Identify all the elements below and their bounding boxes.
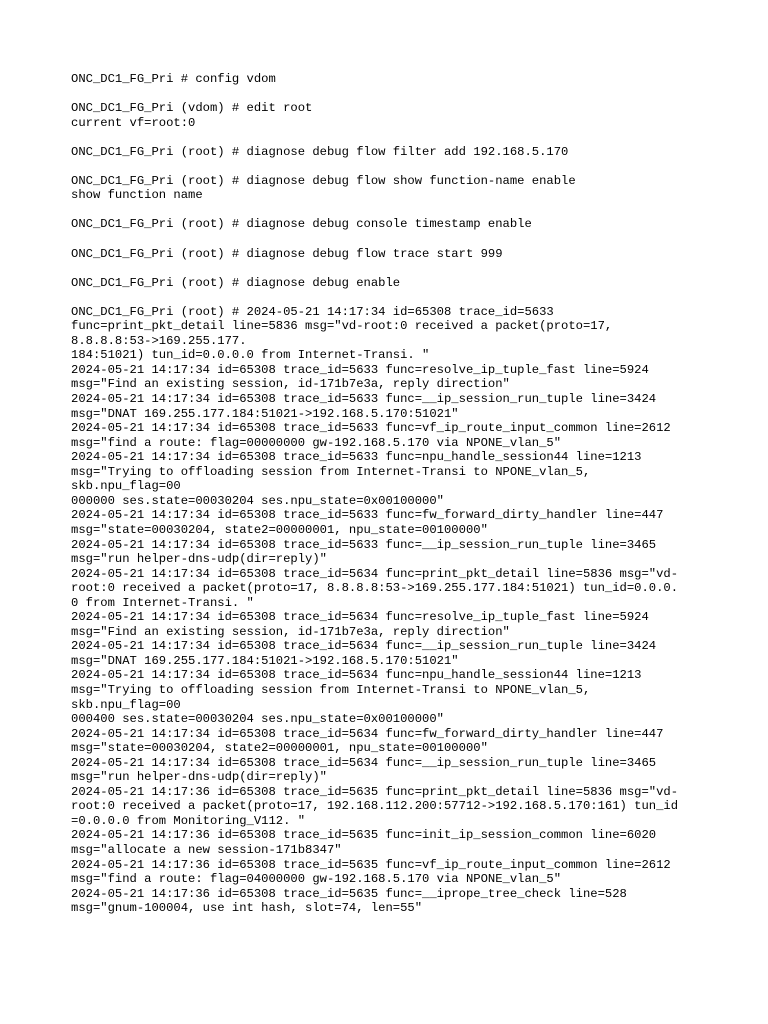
log-line: func=print_pkt_detail line=5836 msg="vd-root:0 received a packet(proto=17, <box>71 319 613 334</box>
log-line: ONC_DC1_FG_Pri (root) # 2024-05-21 14:17:34 id=65308 trace_id=5633 <box>71 304 554 319</box>
log-line <box>71 290 711 305</box>
log-line: ONC_DC1_FG_Pri (root) # diagnose debug enable <box>71 275 401 290</box>
log-line: 2024-05-21 14:17:34 id=65308 trace_id=5633 func=__ip_session_run_tuple line=3424 <box>71 392 657 407</box>
log-line: msg="allocate a new session-171b8347" <box>71 842 342 857</box>
log-line: 2024-05-21 14:17:36 id=65308 trace_id=5635 func=init_ip_session_common line=6020 <box>71 828 657 843</box>
log-line: 2024-05-21 14:17:34 id=65308 trace_id=5634 func=print_pkt_detail line=5836 msg="vd- <box>71 566 679 581</box>
log-line: ONC_DC1_FG_Pri (root) # diagnose debug console timestamp enable <box>71 217 532 232</box>
log-line: msg="gnum-100004, use int hash, slot=74, len=55" <box>71 901 423 916</box>
log-line: 2024-05-21 14:17:34 id=65308 trace_id=5633 func=npu_handle_session44 line=1213 <box>71 450 642 465</box>
log-line: =0.0.0.0 from Monitoring_V112. " <box>71 813 306 828</box>
log-line: msg="find a route: flag=04000000 gw-192.168.5.170 via NPONE_vlan_5" <box>71 872 562 887</box>
log-line: msg="Trying to offloading session from Internet-Transi to NPONE_vlan_5, <box>71 464 591 479</box>
log-line: msg="state=00030204, state2=00000001, npu_state=00100000" <box>71 741 488 756</box>
log-line: 8.8.8.8:53->169.255.177. <box>71 333 247 348</box>
log-line: msg="DNAT 169.255.177.184:51021->192.168.5.170:51021" <box>71 653 459 668</box>
log-line: msg="Find an existing session, id-171b7e3a, reply direction" <box>71 377 510 392</box>
log-line: 2024-05-21 14:17:34 id=65308 trace_id=5633 func=fw_forward_dirty_handler line=447 <box>71 508 664 523</box>
log-line: 2024-05-21 14:17:36 id=65308 trace_id=5635 func=__iprope_tree_check line=528 <box>71 886 627 901</box>
log-line: 2024-05-21 14:17:34 id=65308 trace_id=5634 func=resolve_ip_tuple_fast line=5924 <box>71 610 649 625</box>
log-line: 2024-05-21 14:17:34 id=65308 trace_id=5634 func=__ip_session_run_tuple line=3465 <box>71 755 657 770</box>
log-line: skb.npu_flag=00 <box>71 697 181 712</box>
log-line: ONC_DC1_FG_Pri (root) # diagnose debug flow filter add 192.168.5.170 <box>71 144 569 159</box>
log-line: root:0 received a packet(proto=17, 8.8.8.8:53->169.255.177.184:51021) tun_id=0.0.0. <box>71 581 679 596</box>
log-line <box>71 261 711 276</box>
log-line: 184:51021) tun_id=0.0.0.0 from Internet-Transi. " <box>71 348 430 363</box>
log-line: ONC_DC1_FG_Pri # config vdom <box>71 72 276 86</box>
log-line: 2024-05-21 14:17:34 id=65308 trace_id=5634 func=fw_forward_dirty_handler line=447 <box>71 726 664 741</box>
log-line: msg="Trying to offloading session from Internet-Transi to NPONE_vlan_5, <box>71 682 591 697</box>
log-line: msg="Find an existing session, id-171b7e3a, reply direction" <box>71 624 510 639</box>
log-line: 2024-05-21 14:17:34 id=65308 trace_id=5633 func=resolve_ip_tuple_fast line=5924 <box>71 362 649 377</box>
terminal-log-page <box>71 72 711 916</box>
log-line: 000000 ses.state=00030204 ses.npu_state=0x00100000" <box>71 493 444 508</box>
log-line: 2024-05-21 14:17:34 id=65308 trace_id=5634 func=__ip_session_run_tuple line=3424 <box>71 639 657 654</box>
log-line: 2024-05-21 14:17:34 id=65308 trace_id=5634 func=npu_handle_session44 line=1213 <box>71 668 642 683</box>
log-line: msg="run helper-dns-udp(dir=reply)" <box>71 552 327 567</box>
log-line: msg="DNAT 169.255.177.184:51021->192.168.5.170:51021" <box>71 406 459 421</box>
log-line: show function name <box>71 188 203 203</box>
log-line: msg="find a route: flag=00000000 gw-192.168.5.170 via NPONE_vlan_5" <box>71 435 562 450</box>
log-line: ONC_DC1_FG_Pri (root) # diagnose debug flow show function-name enable <box>71 173 576 188</box>
log-line <box>71 203 711 218</box>
log-line: ONC_DC1_FG_Pri (root) # diagnose debug flow trace start 999 <box>71 246 503 261</box>
log-line <box>71 232 711 247</box>
log-line <box>71 130 711 145</box>
log-line: current vf=root:0 <box>71 115 196 130</box>
log-line: ONC_DC1_FG_Pri (vdom) # edit root <box>71 101 313 116</box>
log-line: root:0 received a packet(proto=17, 192.168.112.200:57712->192.168.5.170:161) tun_id <box>71 799 679 814</box>
log-line: 2024-05-21 14:17:36 id=65308 trace_id=5635 func=print_pkt_detail line=5836 msg="vd- <box>71 784 679 799</box>
log-line: msg="state=00030204, state2=00000001, npu_state=00100000" <box>71 522 488 537</box>
log-line: 000400 ses.state=00030204 ses.npu_state=0x00100000" <box>71 712 444 727</box>
log-line: skb.npu_flag=00 <box>71 479 181 494</box>
log-line <box>71 87 711 102</box>
log-line: 2024-05-21 14:17:34 id=65308 trace_id=5633 func=vf_ip_route_input_common line=2612 <box>71 421 671 436</box>
log-line: msg="run helper-dns-udp(dir=reply)" <box>71 770 327 785</box>
log-line: 2024-05-21 14:17:36 id=65308 trace_id=5635 func=vf_ip_route_input_common line=2612 <box>71 857 671 872</box>
log-line: 2024-05-21 14:17:34 id=65308 trace_id=5633 func=__ip_session_run_tuple line=3465 <box>71 537 657 552</box>
log-line <box>71 159 711 174</box>
log-line: 0 from Internet-Transi. " <box>71 595 254 610</box>
